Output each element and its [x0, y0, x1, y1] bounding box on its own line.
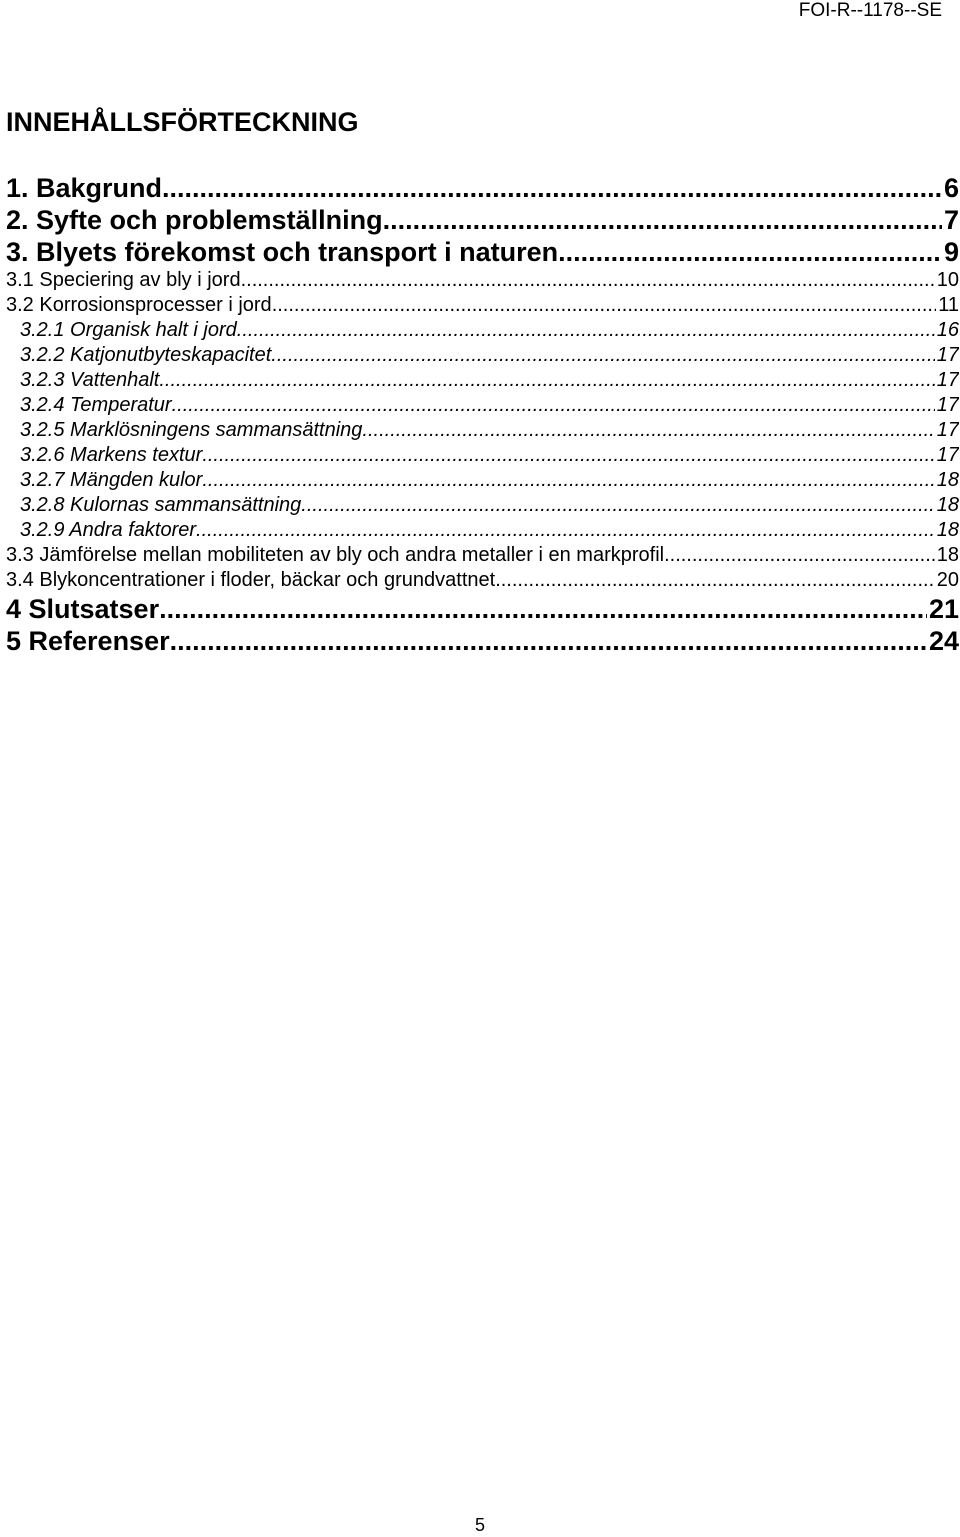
toc-entry-page: 21 [928, 594, 959, 624]
toc-entry-bakgrund[interactable] [6, 172, 959, 204]
toc-entry-label: 3.2.5 Marklösningens sammansättning [20, 419, 363, 441]
dot-leader [495, 568, 935, 593]
page-number: 5 [474, 1515, 485, 1535]
dot-leader [558, 236, 942, 268]
toc-entry-blykoncentrationer[interactable] [6, 568, 959, 593]
toc-entry-label: 3.1 Speciering av bly i jord [6, 269, 241, 291]
toc-title: INNEHÅLLSFÖRTECKNING [6, 107, 359, 137]
toc-entry-marklosningens-sammansattning[interactable] [6, 418, 959, 443]
toc-entry-label: 3.2.3 Vattenhalt [20, 369, 160, 391]
toc-entry-slutsatser[interactable] [6, 593, 959, 625]
dot-leader [362, 418, 934, 443]
toc-entry-page: 16 [936, 319, 959, 341]
dot-leader [159, 593, 927, 625]
toc-entry-page: 17 [936, 344, 959, 366]
dot-leader [237, 318, 935, 343]
toc-entry-label: 3.2.8 Kulornas sammansättning [20, 494, 302, 516]
report-id: FOI-R--1178--SE [798, 0, 942, 21]
dot-leader [664, 543, 935, 568]
toc-entry-korrosionsprocesser[interactable] [6, 293, 959, 318]
toc-entry-label: 3.2.2 Katjonutbyteskapacitet [20, 344, 272, 366]
toc-entry-markens-textur[interactable] [6, 443, 959, 468]
toc-entry-page: 17 [936, 394, 959, 416]
dot-leader [196, 518, 935, 543]
toc-entry-label: 3.2.7 Mängden kulor [20, 469, 203, 491]
toc-entry-label: 3.2 Korrosionsprocesser i jord [6, 294, 272, 316]
dot-leader [301, 493, 934, 518]
toc-entry-vattenhalt[interactable] [6, 368, 959, 393]
toc-entry-syfte[interactable] [6, 204, 959, 236]
toc-entry-page: 18 [936, 544, 959, 566]
toc-entry-label: 3. Blyets förekomst och transport i naturen [6, 237, 559, 267]
toc-entry-temperatur[interactable] [6, 393, 959, 418]
toc-entry-page: 20 [936, 569, 959, 591]
toc-entry-page: 18 [936, 494, 959, 516]
dot-leader [271, 343, 934, 368]
toc-entry-page: 9 [943, 237, 959, 267]
toc-entry-andra-faktorer[interactable] [6, 518, 959, 543]
toc-entry-organisk-halt[interactable] [6, 318, 959, 343]
toc-entry-kulornas-sammansattning[interactable] [6, 493, 959, 518]
toc-entry-label: 3.4 Blykoncentrationer i floder, bäckar och grundvattnet [6, 569, 496, 591]
dot-leader [162, 172, 942, 204]
dot-leader [172, 393, 935, 418]
table-of-contents [6, 172, 959, 657]
toc-entry-speciering[interactable] [6, 268, 959, 293]
toc-entry-page: 18 [936, 519, 959, 541]
toc-entry-page: 17 [936, 369, 959, 391]
toc-entry-page: 6 [943, 173, 959, 203]
dot-leader [159, 368, 934, 393]
toc-entry-page: 7 [943, 205, 959, 235]
toc-entry-page: 10 [936, 269, 959, 291]
toc-entry-katjonutbyteskapacitet[interactable] [6, 343, 959, 368]
toc-entry-page: 24 [928, 626, 959, 656]
toc-entry-page: 18 [936, 469, 959, 491]
toc-entry-blyets-forekomst[interactable] [6, 236, 959, 268]
toc-entry-label: 1. Bakgrund [6, 173, 163, 203]
toc-entry-referenser[interactable] [6, 625, 959, 657]
dot-leader [202, 443, 934, 468]
dot-leader [170, 625, 927, 657]
dot-leader [202, 468, 934, 493]
toc-entry-label: 3.2.6 Markens textur [20, 444, 203, 466]
toc-entry-page: 11 [938, 294, 959, 316]
toc-entry-label: 3.2.9 Andra faktorer [20, 519, 197, 541]
toc-entry-label: 4 Slutsatser [6, 594, 160, 624]
toc-entry-mangden-kulor[interactable] [6, 468, 959, 493]
toc-entry-page: 17 [936, 444, 959, 466]
dot-leader [272, 293, 937, 318]
toc-entry-label: 3.2.1 Organisk halt i jord [20, 319, 237, 341]
toc-entry-label: 3.2.4 Temperatur [20, 394, 172, 416]
toc-entry-label: 3.3 Jämförelse mellan mobiliteten av bly och andra metaller i en markprofil [6, 544, 665, 566]
toc-entry-label: 5 Referenser [6, 626, 170, 656]
toc-entry-label: 2. Syfte och problemställning [6, 205, 383, 235]
toc-entry-page: 17 [936, 419, 959, 441]
toc-entry-jamforelse-mobiliteten[interactable] [6, 543, 959, 568]
dot-leader [383, 204, 942, 236]
dot-leader [241, 268, 935, 293]
